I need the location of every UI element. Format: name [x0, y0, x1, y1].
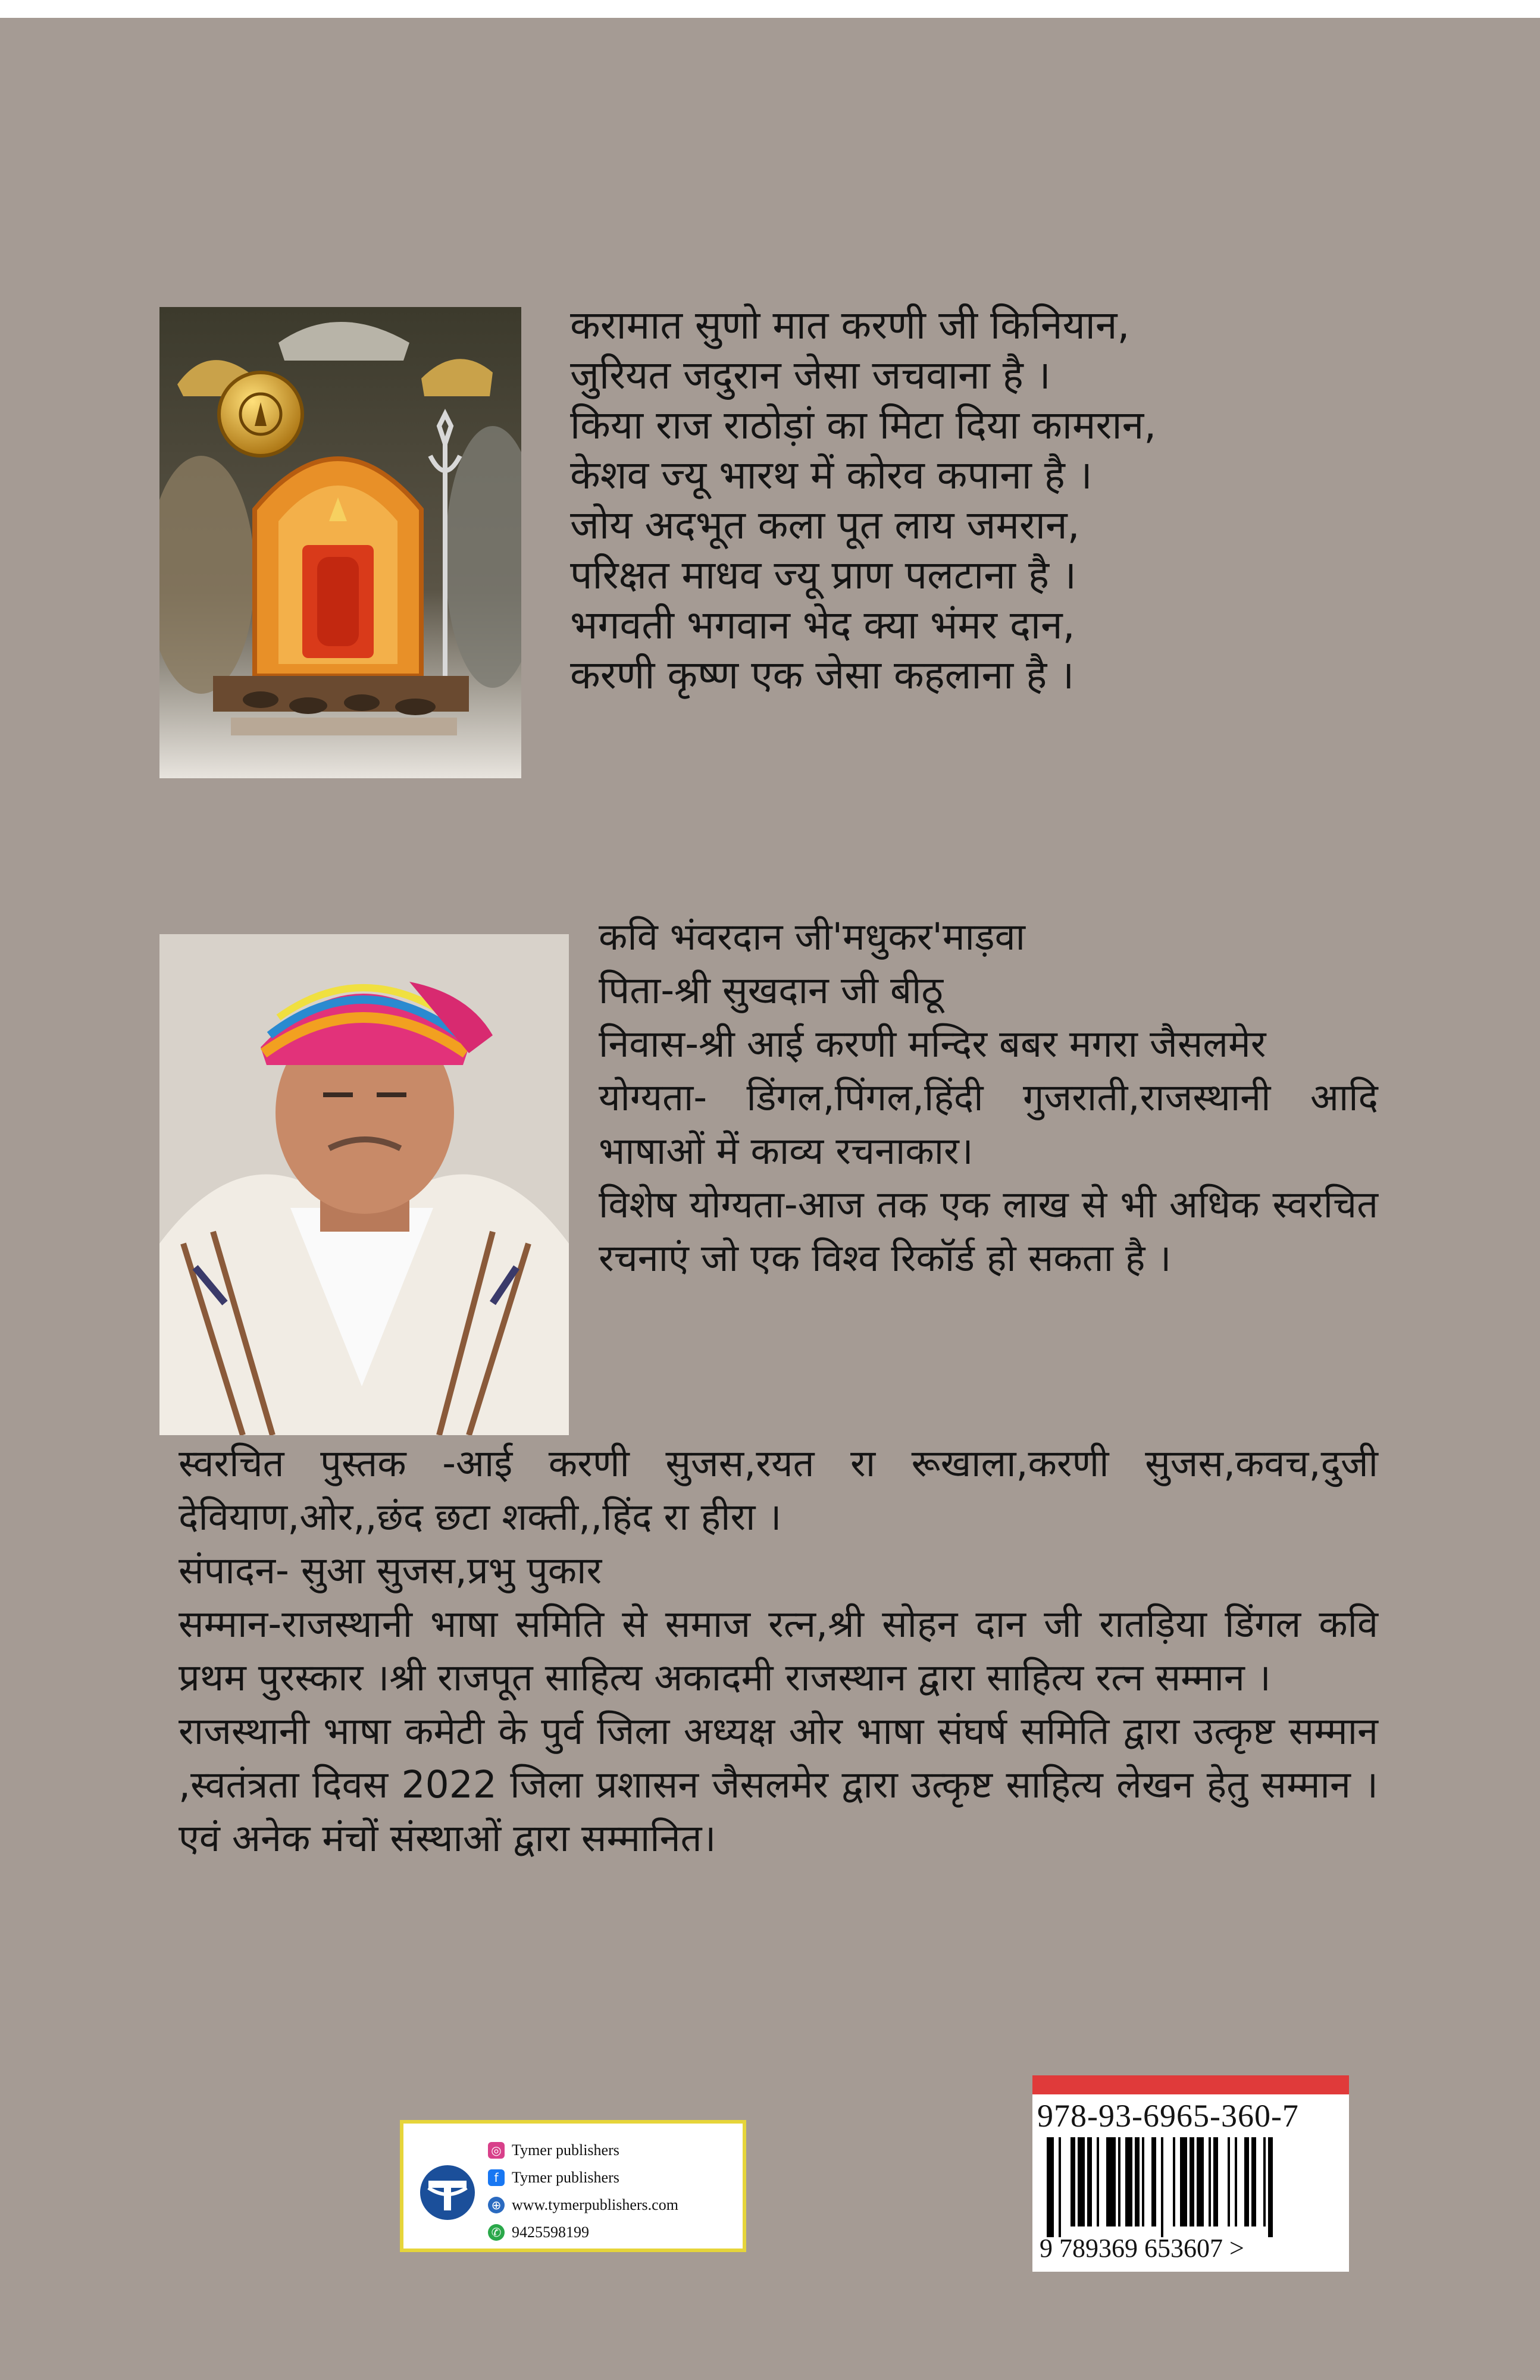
verse-line: करणी कृष्ण एक जेसा कहलाना है ।	[570, 652, 1075, 698]
barcode-stripe	[1087, 2137, 1092, 2226]
instagram-icon: ◎	[488, 2142, 505, 2159]
barcode-stripe	[1151, 2137, 1156, 2226]
top-margin	[0, 0, 1540, 18]
verse-line: करामात सुणो मात करणी जी किनियान,	[570, 302, 1130, 348]
barcode-stripe	[1125, 2137, 1132, 2226]
barcode-stripe	[1047, 2137, 1054, 2237]
barcode-stripe	[1228, 2137, 1230, 2226]
barcode-stripe	[1268, 2137, 1273, 2237]
publisher-logo-icon	[419, 2164, 476, 2221]
author-name: कवि भंवरदान जी'मधुकर'माड़वा	[599, 915, 1025, 959]
barcode-stripe	[1180, 2137, 1187, 2226]
phone-icon: ✆	[488, 2224, 505, 2241]
barcode-stripe	[1071, 2137, 1075, 2226]
author-more-honours: राजस्थानी भाषा कमेटी के पुर्व जिला अध्यक्ष ओर भाषा संघर्ष समिति द्वारा उत्कृष्ट सम्मान ,स्वतंत्रता दिवस 2022 जिला प्रशासन जैसलमेर द्वारा उत्कृष्ट साहित्य लेखन हेतु सम्मान ।एवं अनेक मंचों संस्थाओं द्वारा सम्मानित।	[179, 1709, 1378, 1860]
barcode-stripe	[1235, 2137, 1237, 2226]
isbn-color-band	[1032, 2075, 1349, 2094]
verse-line: भगवती भगवान भेद क्या भंमर दान,	[570, 602, 1075, 648]
barcode-stripe	[1106, 2137, 1116, 2226]
author-edited: संपादन- सुआ सुजस,प्रभु पुकार	[179, 1549, 602, 1592]
verse-line: किया राज राठोड़ां का मिटा दिया कामरान,	[570, 402, 1157, 448]
author-books: स्वरचित पुस्तक -आई करणी सुजस,रयत रा रूखाला,करणी सुजस,कवच,दुजी देवियाण,ओर,,छंद छटा शक्ती,,हिंद रा हीरा ।	[179, 1442, 1378, 1539]
publisher-website[interactable]: www.tymerpublishers.com	[512, 2196, 678, 2213]
barcode-stripe	[1118, 2137, 1120, 2226]
barcode-stripe	[1142, 2137, 1144, 2226]
barcode-stripe	[1209, 2137, 1211, 2226]
barcode-stripe	[1161, 2137, 1163, 2237]
author-special-qualification: विशेष योग्यता-आज तक एक लाख से भी अधिक स्वरचित रचनाएं जो एक विश्व रिकॉर्ड हो सकता है ।	[599, 1183, 1378, 1280]
verse-line: परिक्षत माधव ज्यू प्राण पलटाना है ।	[570, 552, 1077, 598]
author-bio-top	[599, 910, 1378, 1285]
barcode-bars	[1044, 2137, 1342, 2237]
publisher-box	[400, 2120, 746, 2252]
isbn-barcode	[1032, 2075, 1349, 2272]
barcode-stripe	[1135, 2137, 1140, 2226]
karni-mata-temple-image	[159, 307, 521, 778]
isbn-digits: 9 789369 653607 >	[1040, 2234, 1244, 2263]
facebook-icon: f	[488, 2169, 505, 2186]
publisher-phone: 9425598199	[512, 2224, 589, 2241]
barcode-stripe	[1213, 2137, 1218, 2226]
publisher-facebook: Tymer publishers	[512, 2169, 619, 2186]
verses-block	[570, 300, 1415, 700]
barcode-stripe	[1173, 2137, 1175, 2226]
author-qualification: योग्यता- डिंगल,पिंगल,हिंदी गुजराती,राजस्थानी आदि भाषाओं में काव्य रचनाकार।	[599, 1076, 1378, 1173]
author-honours: सम्मान-राजस्थानी भाषा समिति से समाज रत्न,श्री सोहन दान जी रातड़िया डिंगल कवि प्रथम पुरस्कार ।श्री राजपूत साहित्य अकादमी राजस्थान द्वारा साहित्य रत्न सम्मान ।	[179, 1602, 1378, 1699]
barcode-stripe	[1059, 2137, 1061, 2237]
author-photo	[159, 934, 569, 1435]
author-residence: निवास-श्री आई करणी मन्दिर बबर मगरा जैसलमेर	[599, 1022, 1266, 1066]
verse-line: जुरियत जदुरान जेसा जचवाना है ।	[570, 352, 1051, 398]
publisher-instagram: Tymer publishers	[512, 2141, 619, 2159]
barcode-stripe	[1190, 2137, 1194, 2226]
barcode-stripe	[1097, 2137, 1099, 2226]
barcode-stripe	[1197, 2137, 1204, 2226]
barcode-stripe	[1244, 2137, 1249, 2226]
author-bio-bottom	[179, 1437, 1378, 1865]
isbn-number: 978-93-6965-360-7	[1037, 2098, 1299, 2134]
author-father: पिता-श्री सुखदान जी बीठू	[599, 969, 943, 1012]
verse-line: जोय अदभूत कला पूत लाय जमरान,	[570, 502, 1080, 548]
verse-line: केशव ज्यू भारथ में कोरव कपाना है ।	[570, 452, 1093, 498]
globe-icon: ⊕	[488, 2197, 505, 2213]
barcode-stripe	[1251, 2137, 1256, 2226]
barcode-stripe	[1078, 2137, 1085, 2226]
barcode-stripe	[1263, 2137, 1266, 2226]
